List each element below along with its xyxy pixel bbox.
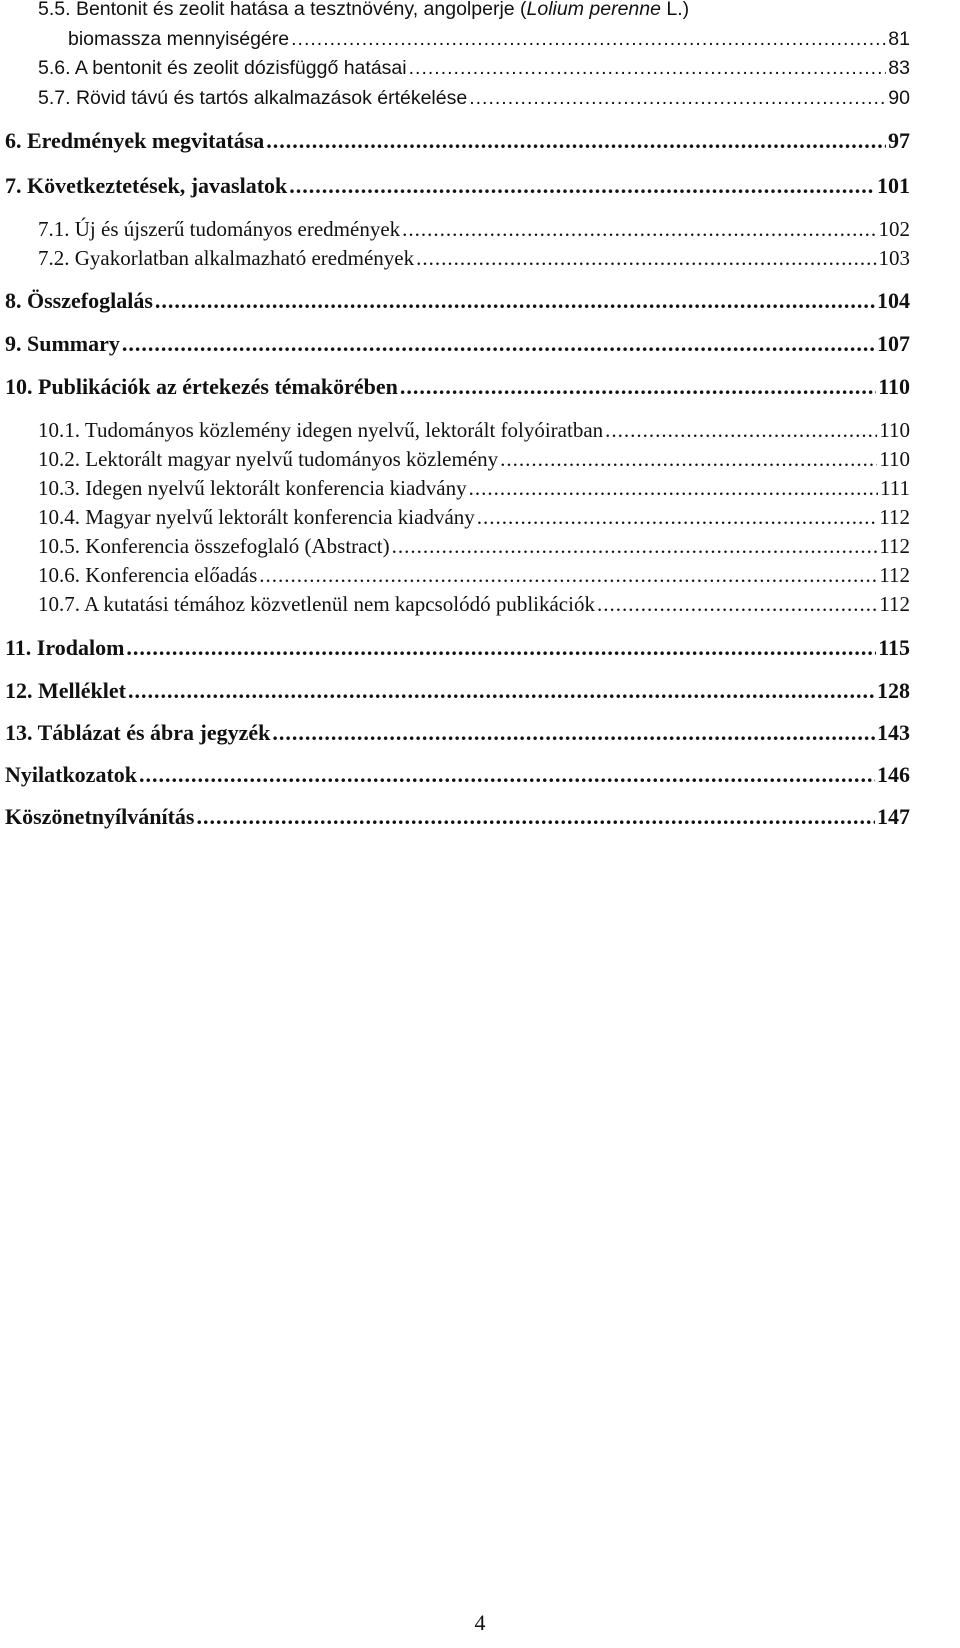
toc-label: 10.1. Tudományos közlemény idegen nyelvű, lektorált folyóiratban [38, 418, 604, 442]
toc-entry-5-5[interactable] [68, 28, 910, 51]
page-number: 4 [474, 1610, 486, 1635]
toc-leader-dots [266, 128, 886, 154]
toc-page-number: 103 [878, 246, 910, 270]
toc-entry-10-7[interactable] [38, 592, 910, 617]
toc-entry-11[interactable] [5, 635, 910, 661]
toc-entry-10-4[interactable] [38, 505, 910, 530]
toc-entry-9[interactable] [5, 331, 910, 357]
toc-page-number: 101 [877, 173, 910, 198]
toc-label: 5.5. Bentonit és zeolit hatása a tesztnövény, angolperje ( [38, 0, 527, 20]
toc-page-number: 110 [879, 418, 910, 442]
toc-label: 10.7. A kutatási témához közvetlenül nem kapcsolódó publikációk [38, 592, 595, 616]
toc-page-number: 111 [880, 476, 910, 500]
toc-leader-dots [416, 246, 876, 271]
toc-label: biomassza mennyiségére [68, 28, 290, 50]
toc-label: 11. Irodalom [5, 635, 125, 660]
toc-page-number: 143 [877, 720, 910, 745]
toc-leader-dots [122, 331, 875, 357]
toc-label: 5.7. Rövid távú és tartós alkalmazások értékelése [38, 87, 468, 109]
toc-leader-dots [409, 57, 887, 80]
toc-entry-7[interactable] [5, 173, 910, 199]
toc-entry-13[interactable] [5, 720, 910, 746]
toc-leader-dots [477, 505, 878, 530]
toc-leader-dots [400, 374, 876, 400]
toc-entry-6[interactable] [5, 128, 910, 154]
toc-leader-dots [597, 592, 877, 617]
toc-entry-5-5-title [38, 0, 689, 21]
toc-leader-dots [469, 87, 886, 110]
toc-leader-dots [605, 418, 877, 443]
toc-leader-dots [392, 534, 878, 559]
toc-page-number: 104 [877, 288, 910, 313]
toc-page-number: 115 [878, 635, 910, 660]
toc-page-number: 83 [888, 57, 910, 79]
toc-leader-dots [272, 720, 875, 746]
toc-label: 10.2. Lektorált magyar nyelvű tudományos közlemény [38, 447, 499, 471]
toc-leader-dots [469, 476, 878, 501]
toc-page-number: 112 [879, 534, 910, 558]
toc-entry-10-1[interactable] [38, 418, 910, 443]
toc-page-number: 102 [878, 217, 910, 241]
toc-entry-10-5[interactable] [38, 534, 910, 559]
toc-entry-7-2[interactable] [38, 246, 910, 271]
toc-page-number: 97 [888, 128, 910, 153]
toc-label: 7.1. Új és újszerű tudományos eredmények [38, 217, 401, 241]
toc-page-number: 110 [879, 447, 910, 471]
toc-entry-5-6[interactable] [38, 57, 910, 80]
toc-label: 10.4. Magyar nyelvű lektorált konferencia kiadvány [38, 505, 475, 529]
toc-leader-dots [155, 288, 875, 314]
toc-leader-dots [139, 762, 875, 788]
toc-entry-7-1[interactable] [38, 217, 910, 242]
toc-entry-nyilatkozatok[interactable] [5, 762, 910, 788]
toc-entry-12[interactable] [5, 678, 910, 704]
toc-page-number: 112 [879, 505, 910, 529]
toc-page-number: 147 [877, 804, 910, 829]
toc-label: 10.5. Konferencia összefoglaló (Abstract) [38, 534, 390, 558]
toc-page-number: 90 [888, 87, 910, 109]
toc-leader-dots [259, 563, 877, 588]
toc-label: 10.6. Konferencia előadás [38, 563, 258, 587]
toc-label: 8. Összefoglalás [5, 288, 153, 313]
toc-leader-dots [289, 173, 875, 199]
toc-label: 10. Publikációk az értekezés témakörében [5, 374, 398, 399]
toc-page-number: 128 [877, 678, 910, 703]
toc-entry-10-6[interactable] [38, 563, 910, 588]
toc-entry-5-7[interactable] [38, 87, 910, 110]
toc-label: Nyilatkozatok [5, 762, 137, 787]
toc-entry-10-3[interactable] [38, 476, 910, 501]
toc-page-number: 146 [877, 762, 910, 787]
toc-page-number: 81 [888, 28, 910, 50]
toc-leader-dots [500, 447, 877, 472]
toc-entry-koszonetnyilvanitas[interactable] [5, 804, 910, 830]
toc-page-number: 112 [879, 592, 910, 616]
toc-leader-dots [126, 635, 876, 661]
toc-label: L.) [660, 0, 690, 20]
toc-label-italic: Lolium perenne [526, 0, 661, 20]
toc-label: Köszönetnyílvánítás [5, 804, 195, 829]
toc-leader-dots [128, 678, 875, 704]
toc-page-number: 107 [877, 331, 910, 356]
toc-leader-dots [196, 804, 875, 830]
toc-label: 6. Eredmények megvitatása [5, 128, 265, 153]
toc-label: 12. Melléklet [5, 678, 126, 703]
toc-label: 7.2. Gyakorlatban alkalmazható eredmények [38, 246, 415, 270]
toc-label: 7. Következtetések, javaslatok [5, 173, 288, 198]
toc-leader-dots [291, 28, 886, 51]
toc-entry-10-2[interactable] [38, 447, 910, 472]
toc-entry-8[interactable] [5, 288, 910, 314]
toc-label: 13. Táblázat és ábra jegyzék [5, 720, 271, 745]
toc-entry-10[interactable] [5, 374, 910, 400]
toc-label: 5.6. A bentonit és zeolit dózisfüggő hatásai [38, 57, 407, 79]
toc-page-number: 110 [878, 374, 910, 399]
toc-label: 10.3. Idegen nyelvű lektorált konferencia kiadvány [38, 476, 467, 500]
toc-label: 9. Summary [5, 331, 120, 356]
toc-leader-dots [402, 217, 876, 242]
toc-page-number: 112 [879, 563, 910, 587]
